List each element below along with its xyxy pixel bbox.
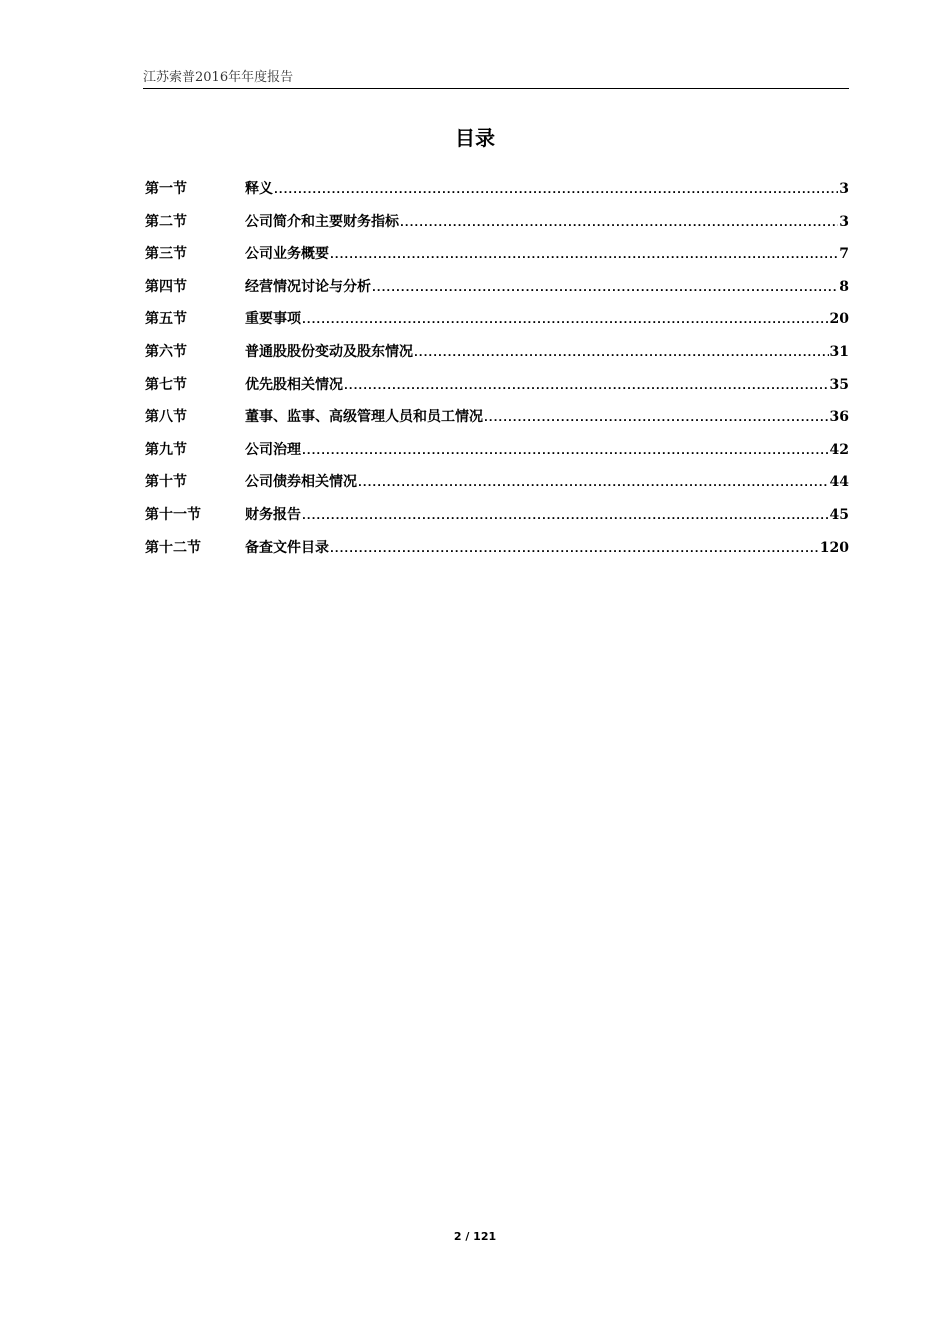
toc-section-number: 第九节 [145,441,187,458]
table-of-contents [145,178,849,569]
toc-section-title: 公司简介和主要财务指标 [245,213,399,230]
page-footer [0,1230,950,1243]
toc-entry[interactable] [145,537,849,570]
toc-entry[interactable] [145,341,849,374]
toc-section-number: 第五节 [145,311,187,328]
toc-page-number: 120 [819,539,849,556]
toc-page-number: 45 [829,506,849,523]
toc-section-number: 第十节 [145,474,187,491]
toc-section-title: 财务报告 [245,506,301,523]
toc-entry[interactable] [145,243,849,276]
toc-section-number: 第四节 [145,278,187,295]
toc-section-number: 第十一节 [145,506,201,523]
toc-page-number: 3 [839,213,849,230]
toc-page-number: 35 [829,376,849,393]
toc-entry[interactable] [145,211,849,244]
toc-section-title: 经营情况讨论与分析 [245,278,371,295]
toc-section-title: 公司业务概要 [245,246,329,263]
toc-dot-leader [274,185,838,196]
toc-dot-leader [414,348,829,359]
page-indicator: 2 / 121 [453,1230,497,1243]
toc-dot-leader [302,446,829,457]
toc-section-title: 释义 [245,181,273,197]
toc-dot-leader [330,544,819,555]
toc-section-number: 第二节 [145,213,187,230]
toc-entry[interactable] [145,178,849,211]
toc-dot-leader [358,478,829,489]
report-header-title: 江苏索普2016年年度报告 [143,70,294,85]
toc-dot-leader [302,315,829,326]
toc-entry[interactable] [145,276,849,309]
toc-entry[interactable] [145,308,849,341]
toc-dot-leader [344,381,829,392]
toc-section-number: 第八节 [145,409,187,426]
toc-section-number: 第一节 [145,181,187,197]
toc-page-number: 3 [839,181,849,197]
toc-dot-leader [400,218,838,229]
toc-entry[interactable] [145,504,849,537]
toc-entry[interactable] [145,374,849,407]
toc-page-number: 8 [839,278,849,295]
toc-section-number: 第三节 [145,246,187,263]
toc-section-title: 普通股股份变动及股东情况 [245,343,413,360]
toc-page-number: 7 [839,246,849,263]
toc-dot-leader [302,511,829,522]
toc-entry[interactable] [145,439,849,472]
toc-section-title: 优先股相关情况 [245,376,343,393]
toc-section-number: 第七节 [145,376,187,393]
toc-section-number: 第六节 [145,343,187,360]
toc-section-title: 董事、监事、高级管理人员和员工情况 [245,409,483,426]
toc-dot-leader [372,283,838,294]
toc-entry[interactable] [145,406,849,439]
toc-section-number: 第十二节 [145,539,201,556]
toc-section-title: 公司债券相关情况 [245,474,357,491]
toc-page-number: 36 [829,409,849,426]
page-title: 目录 [455,126,495,150]
toc-section-title: 公司治理 [245,441,301,458]
toc-dot-leader [330,250,838,261]
toc-section-title: 重要事项 [245,311,301,328]
toc-page-number: 31 [829,343,849,360]
toc-page-number: 20 [829,311,849,328]
toc-page-number: 44 [829,474,849,491]
page-header [143,66,849,89]
toc-dot-leader [484,413,829,424]
toc-entry[interactable] [145,471,849,504]
toc-page-number: 42 [829,441,849,458]
toc-section-title: 备查文件目录 [245,539,329,556]
